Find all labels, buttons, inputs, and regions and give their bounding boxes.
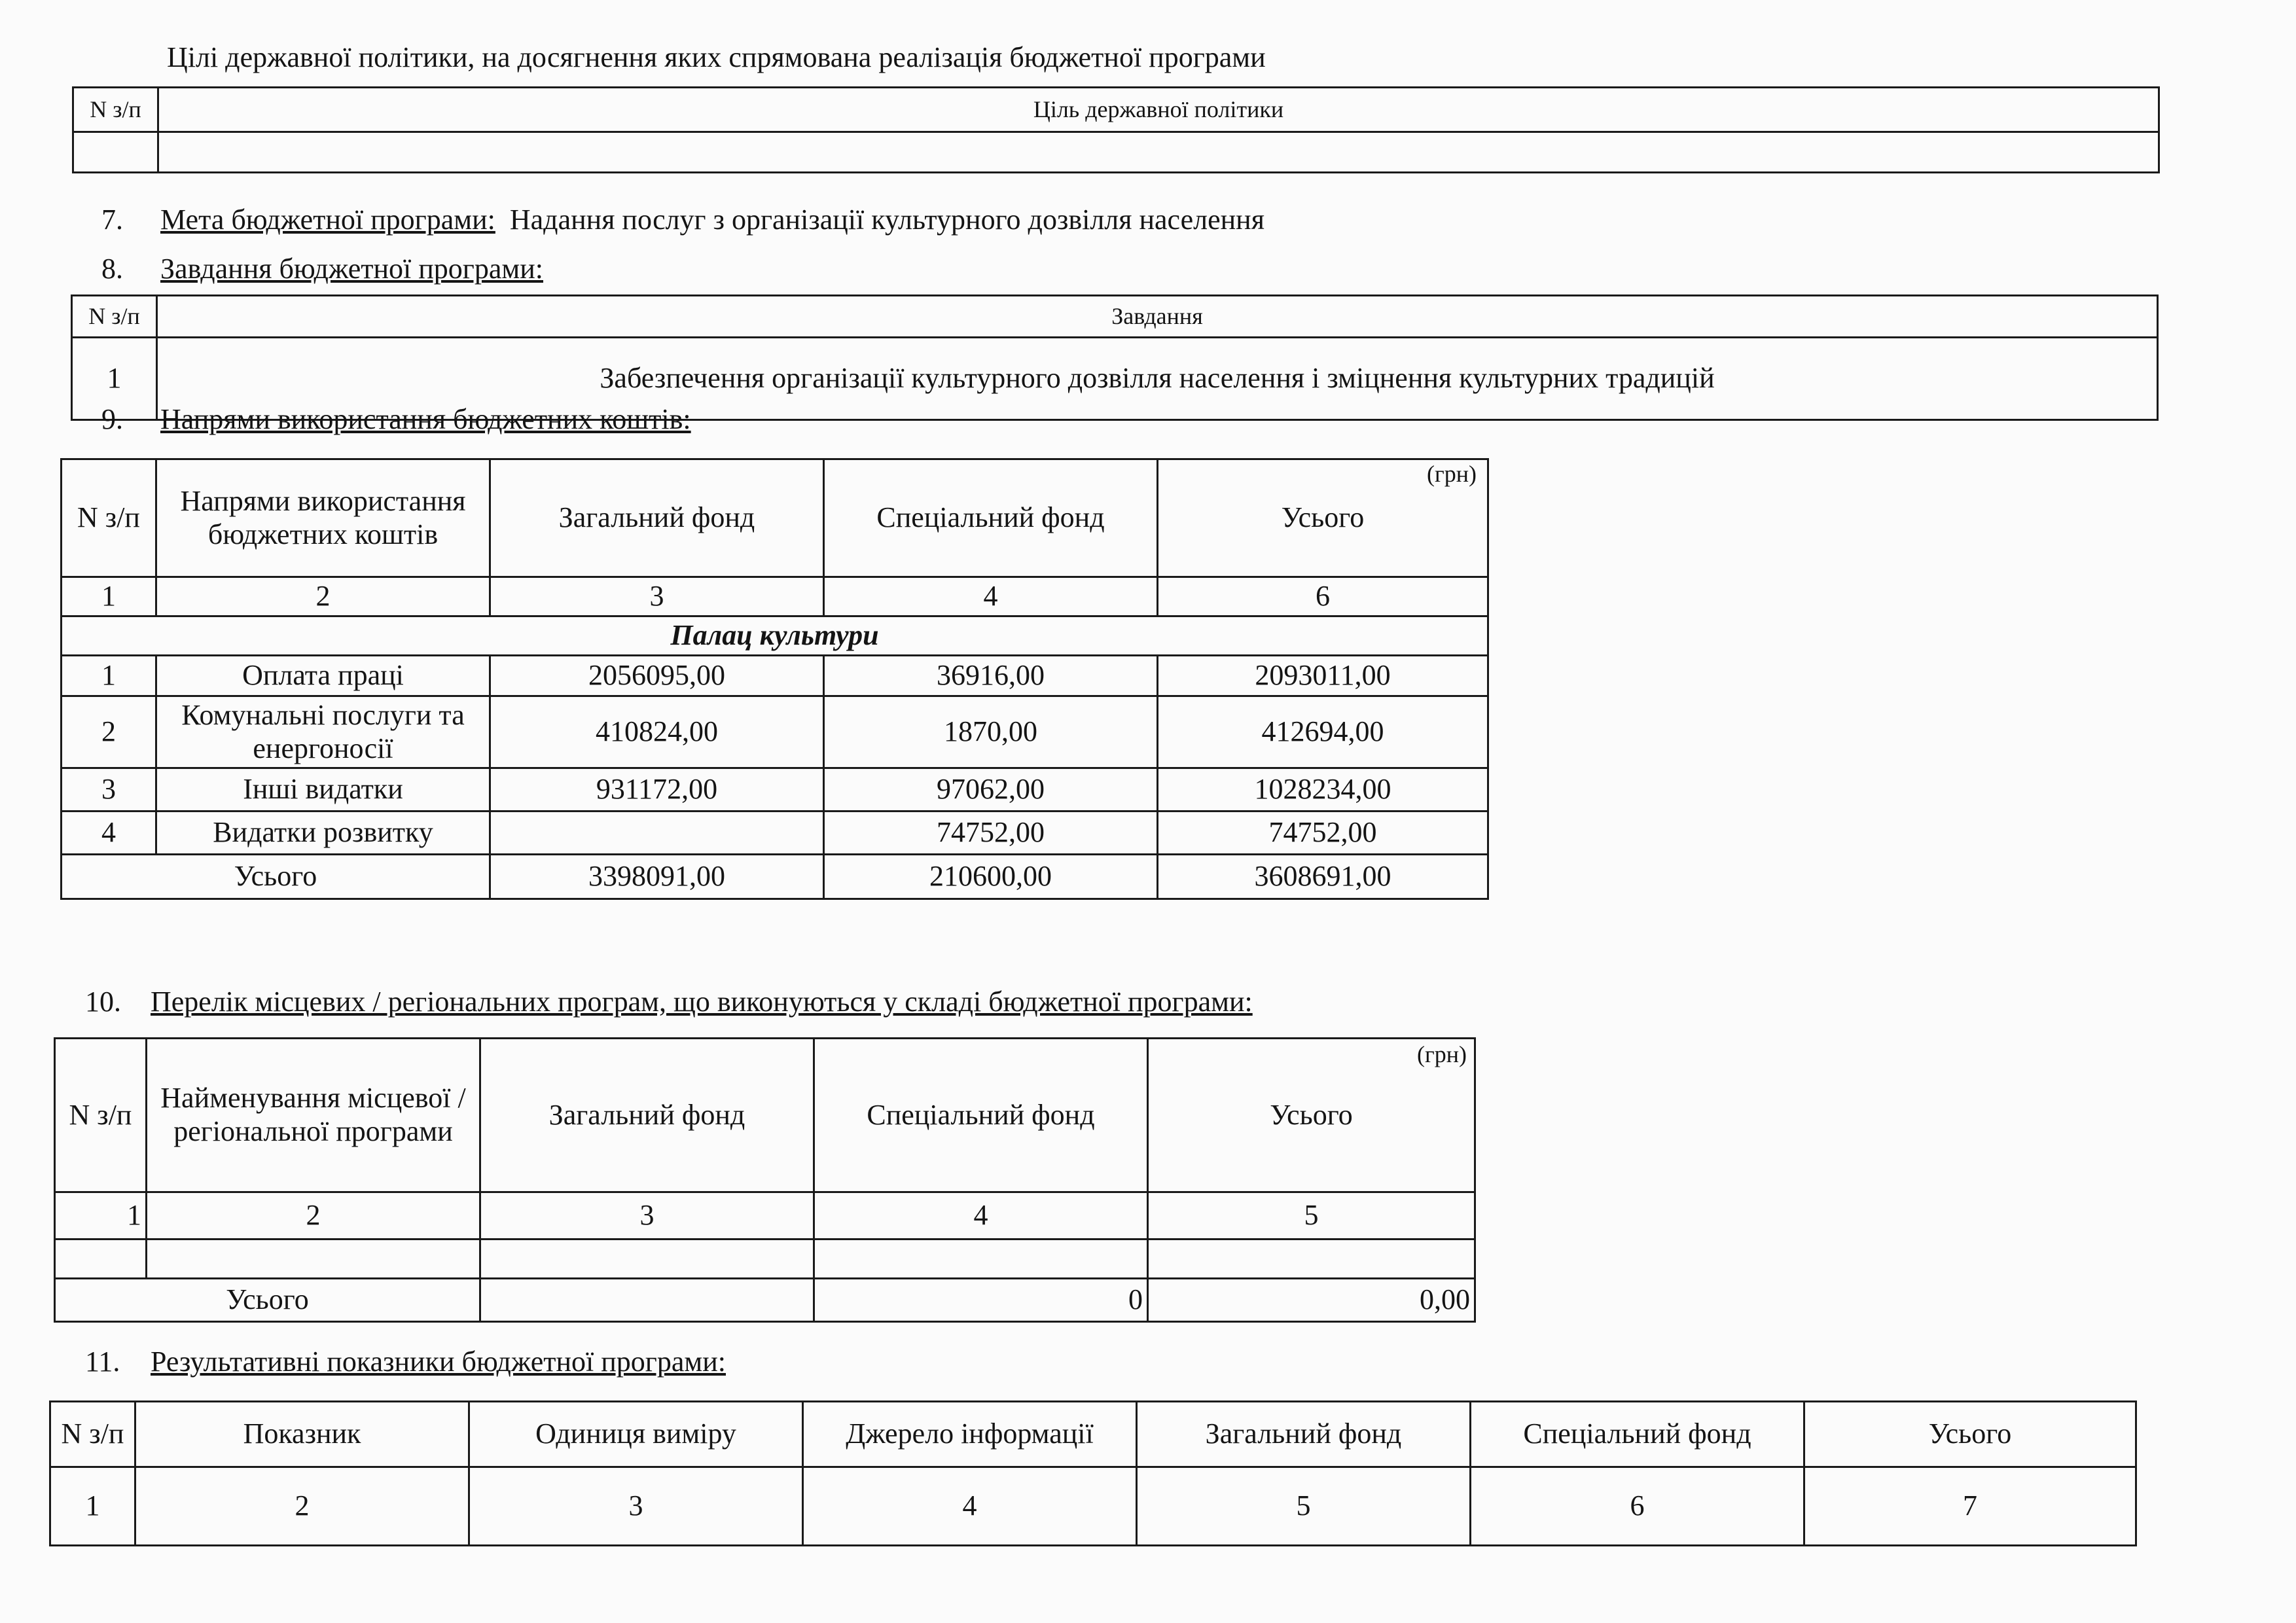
dir-r2-total: 412694,00 <box>1158 696 1488 768</box>
prog-empty-3 <box>480 1240 814 1279</box>
prog-h-name: Найменування місцевої / регіональної програми <box>147 1039 480 1192</box>
prog-empty-4 <box>814 1240 1148 1279</box>
task-num: 1 <box>72 338 157 420</box>
dir-group: Палац культури <box>62 616 1488 656</box>
ind-h-unit: Одиниця виміру <box>469 1402 803 1467</box>
total-row <box>62 855 1488 899</box>
dir-n3: 3 <box>490 577 824 616</box>
dir-total-label: Усього <box>62 855 490 899</box>
total-row <box>55 1279 1475 1322</box>
dir-n4: 4 <box>824 577 1158 616</box>
indicators-table <box>49 1400 2137 1546</box>
prog-empty-5 <box>1148 1240 1475 1279</box>
section7-num: 7. <box>101 204 123 236</box>
section9 <box>101 402 691 436</box>
dir-h-general: Загальний фонд <box>490 459 824 577</box>
dir-total-special: 210600,00 <box>824 855 1158 899</box>
dir-r2-special: 1870,00 <box>824 696 1158 768</box>
prog-h-general: Загальний фонд <box>480 1039 814 1192</box>
ind-h-special: Спеціальний фонд <box>1471 1402 1804 1467</box>
table-row <box>62 656 1488 696</box>
prog-total-special: 0 <box>814 1279 1148 1322</box>
prog-empty-2 <box>147 1240 480 1279</box>
goals-col-goal: Ціль державної політики <box>158 88 2159 132</box>
dir-total-general: 3398091,00 <box>490 855 824 899</box>
prog-n1: 1 <box>55 1192 147 1240</box>
dir-h-total: Усього <box>1158 459 1488 577</box>
ind-n1: 1 <box>50 1467 135 1546</box>
dir-r4-general <box>490 812 824 855</box>
prog-total-total: 0,00 <box>1148 1279 1475 1322</box>
prog-n2: 2 <box>147 1192 480 1240</box>
dir-r4-special: 74752,00 <box>824 812 1158 855</box>
dir-n2: 2 <box>156 577 490 616</box>
goals-col-num: N з/п <box>73 88 158 132</box>
ind-h-total: Усього <box>1804 1402 2136 1467</box>
dir-r2-name: Комунальні послуги та енергоносії <box>156 696 490 768</box>
goals-empty-num <box>73 132 158 173</box>
section7-text: Надання послуг з організації культурного дозвілля населення <box>509 204 1265 236</box>
ind-h-num: N з/п <box>50 1402 135 1467</box>
section10 <box>85 985 1253 1018</box>
section8-label: Завдання бюджетної програми: <box>160 253 543 285</box>
goals-empty-goal <box>158 132 2159 173</box>
section11 <box>85 1345 726 1378</box>
dir-n5: 6 <box>1158 577 1488 616</box>
section7 <box>101 203 1265 236</box>
ind-h-general: Загальний фонд <box>1137 1402 1471 1467</box>
dir-r1-special: 36916,00 <box>824 656 1158 696</box>
ind-n7: 7 <box>1804 1467 2136 1546</box>
table-row <box>62 768 1488 812</box>
section6-title: Цілі державної політики, на досягнення яких спрямована реалізація бюджетної програми <box>167 41 1266 73</box>
section7-label: Мета бюджетної програми: <box>160 204 495 236</box>
prog-total-label: Усього <box>55 1279 480 1322</box>
dir-r1-num: 1 <box>62 656 156 696</box>
section10-unit: (грн) <box>1417 1041 1467 1067</box>
dir-total-total: 3608691,00 <box>1158 855 1488 899</box>
dir-r1-name: Оплата праці <box>156 656 490 696</box>
ind-h-source: Джерело інформації <box>803 1402 1137 1467</box>
section8-num: 8. <box>101 253 123 285</box>
dir-h-num: N з/п <box>62 459 156 577</box>
ind-n3: 3 <box>469 1467 803 1546</box>
dir-r3-num: 3 <box>62 768 156 812</box>
prog-empty-1 <box>55 1240 147 1279</box>
dir-r2-general: 410824,00 <box>490 696 824 768</box>
dir-r1-general: 2056095,00 <box>490 656 824 696</box>
ind-n2: 2 <box>135 1467 469 1546</box>
section8 <box>101 252 543 285</box>
section10-label: Перелік місцевих / регіональних програм, що виконуються у складі бюджетної програми: <box>151 986 1253 1018</box>
ind-n5: 5 <box>1137 1467 1471 1546</box>
dir-r3-general: 931172,00 <box>490 768 824 812</box>
section9-num: 9. <box>101 403 123 435</box>
prog-total-general <box>480 1279 814 1322</box>
table-row <box>55 1240 1475 1279</box>
tasks-col-num: N з/п <box>72 296 157 338</box>
programs-table <box>54 1037 1476 1323</box>
dir-r3-total: 1028234,00 <box>1158 768 1488 812</box>
prog-n3: 3 <box>480 1192 814 1240</box>
dir-h-name: Напрями використання бюджетних коштів <box>156 459 490 577</box>
section9-label: Напрями використання бюджетних коштів: <box>160 403 691 435</box>
prog-h-total: Усього <box>1148 1039 1475 1192</box>
table-row <box>62 812 1488 855</box>
directions-table <box>60 458 1489 900</box>
dir-r4-name: Видатки розвитку <box>156 812 490 855</box>
section11-label: Результативні показники бюджетної програми: <box>151 1346 726 1378</box>
dir-n1: 1 <box>62 577 156 616</box>
dir-r2-num: 2 <box>62 696 156 768</box>
dir-h-special: Спеціальний фонд <box>824 459 1158 577</box>
prog-h-special: Спеціальний фонд <box>814 1039 1148 1192</box>
ind-n6: 6 <box>1471 1467 1804 1546</box>
prog-n4: 4 <box>814 1192 1148 1240</box>
section11-num: 11. <box>85 1346 120 1378</box>
tasks-col-task: Завдання <box>157 296 2158 338</box>
dir-r3-special: 97062,00 <box>824 768 1158 812</box>
dir-r4-total: 74752,00 <box>1158 812 1488 855</box>
task-text: Забезпечення організації культурного дозвілля населення і зміцнення культурних традицій <box>157 338 2158 420</box>
dir-r3-name: Інші видатки <box>156 768 490 812</box>
ind-n4: 4 <box>803 1467 1137 1546</box>
table-row <box>62 696 1488 768</box>
dir-r4-num: 4 <box>62 812 156 855</box>
prog-h-num: N з/п <box>55 1039 147 1192</box>
ind-h-indicator: Показник <box>135 1402 469 1467</box>
section10-num: 10. <box>85 986 121 1018</box>
dir-r1-total: 2093011,00 <box>1158 656 1488 696</box>
goals-table <box>72 86 2160 173</box>
section9-unit: (грн) <box>1427 461 1477 487</box>
prog-n5: 5 <box>1148 1192 1475 1240</box>
